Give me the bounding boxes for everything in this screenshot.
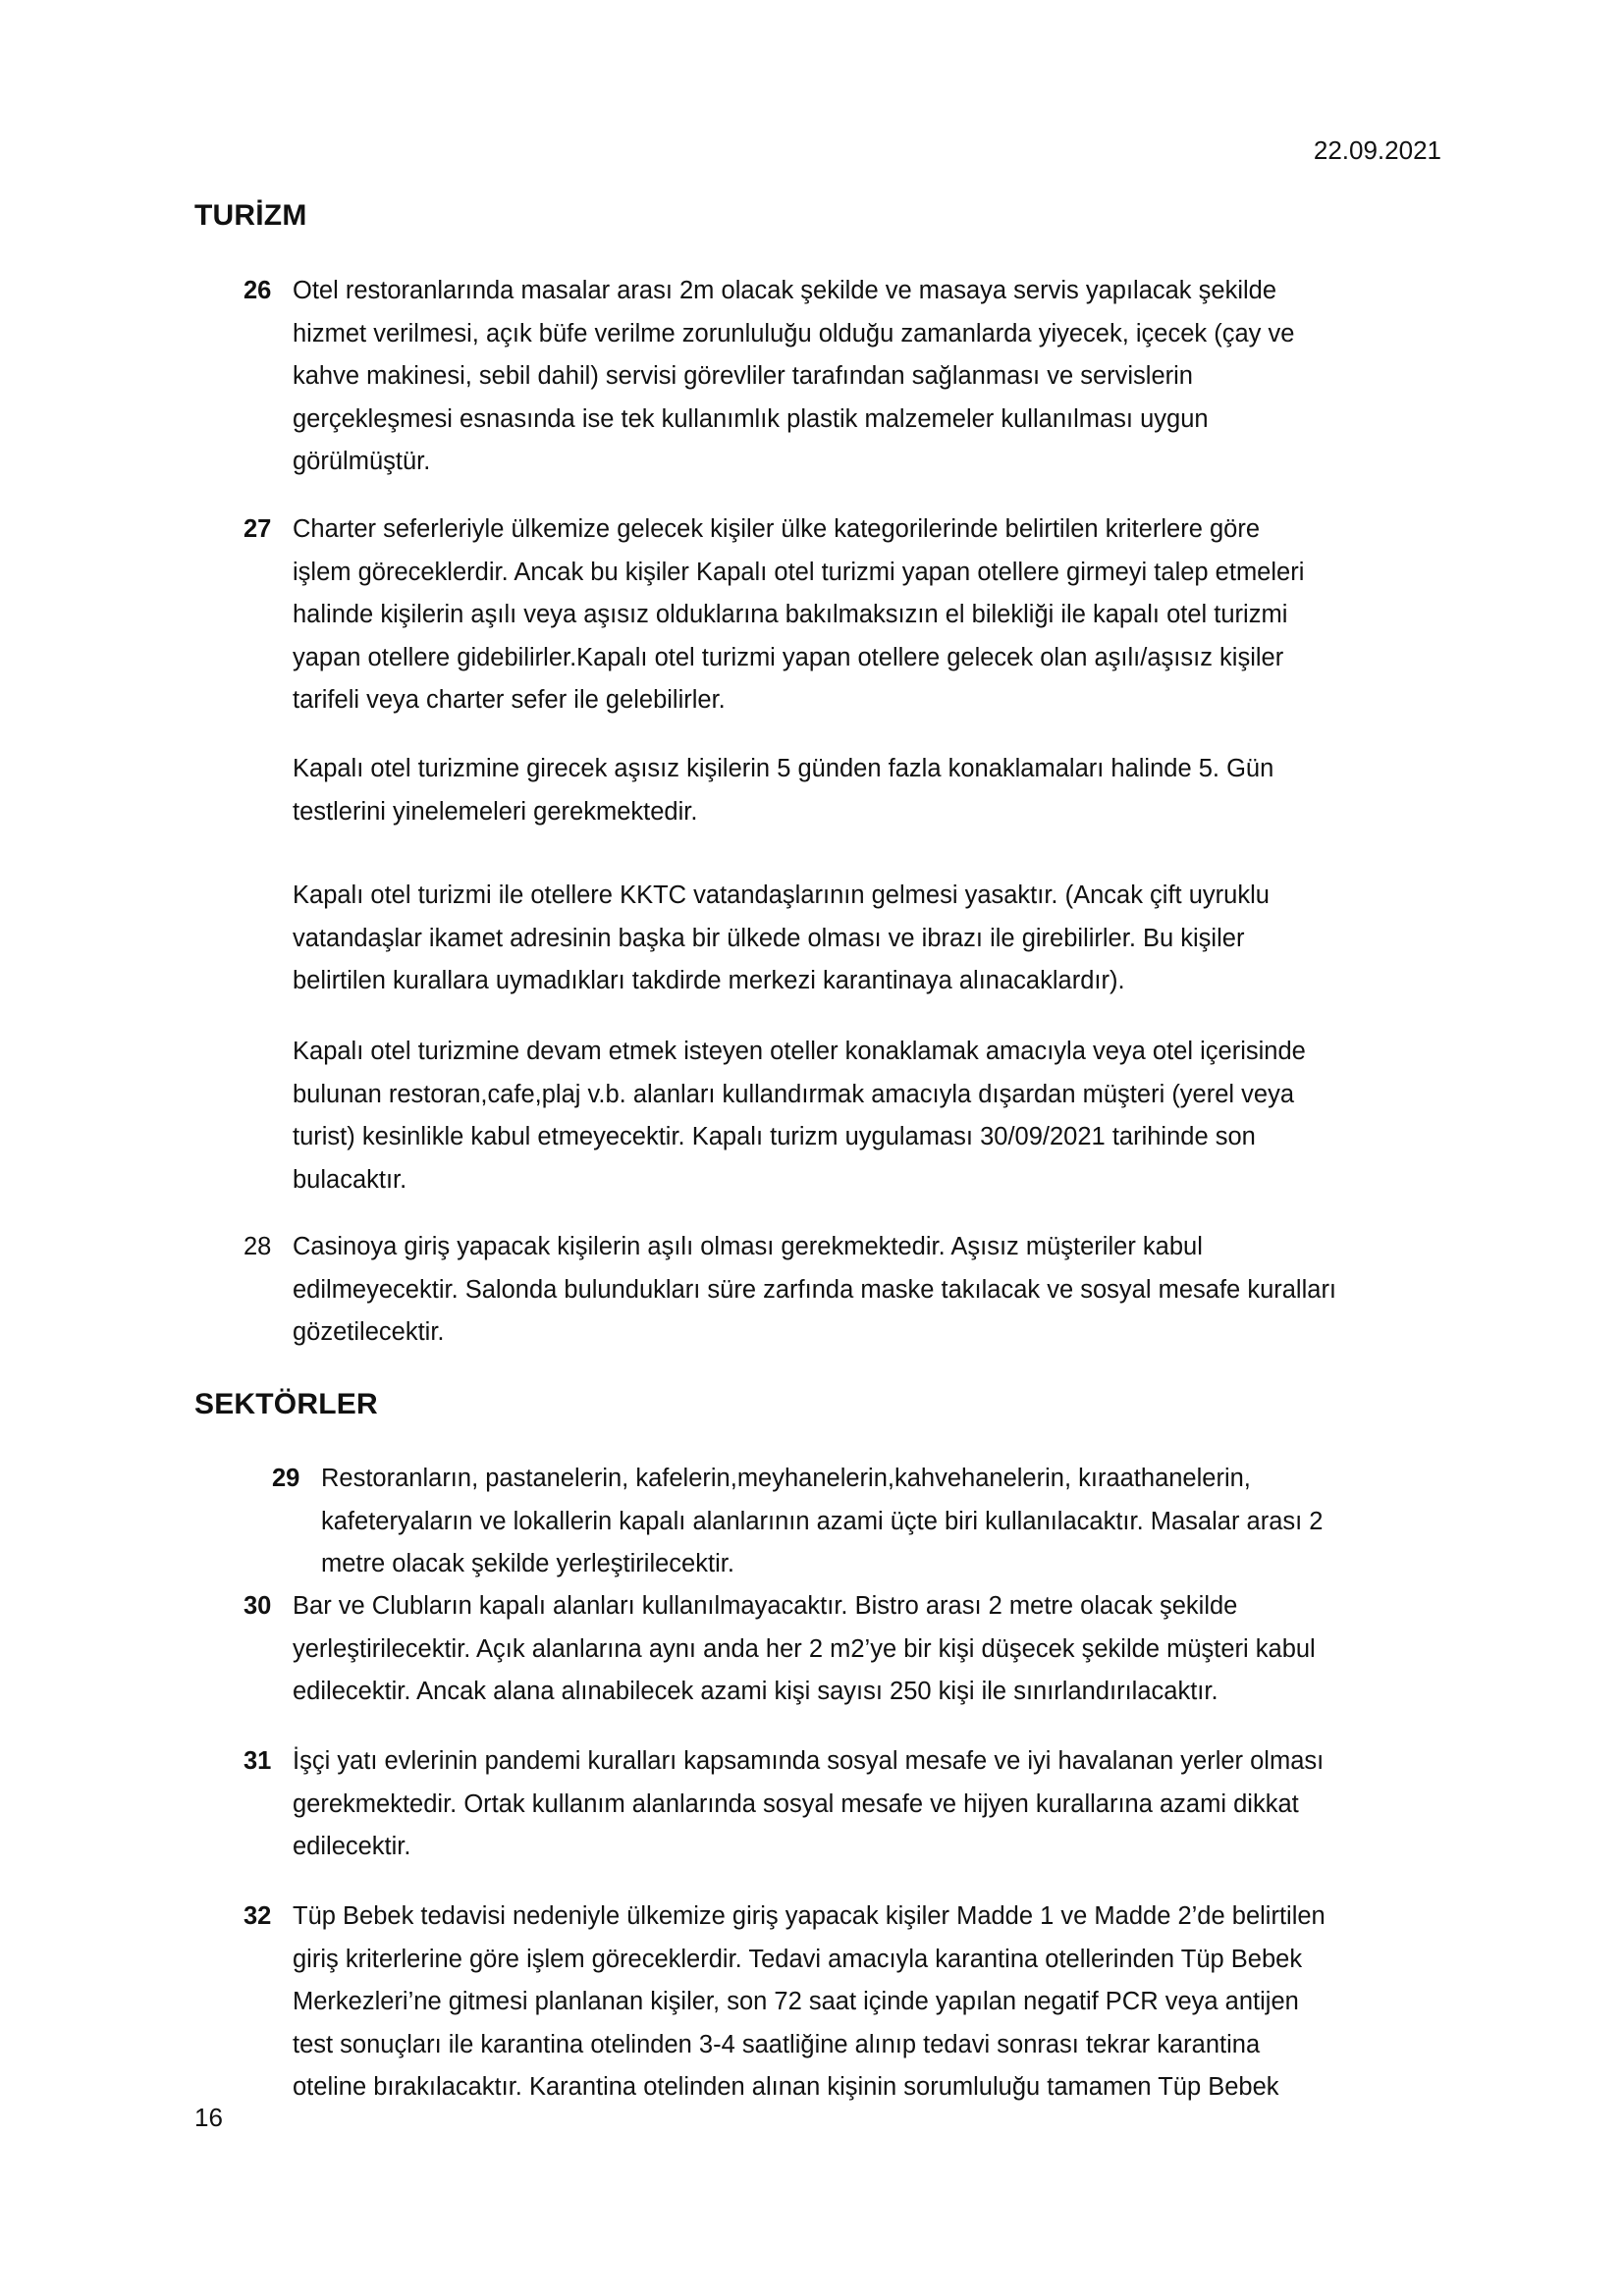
list-item-32 [244, 1896, 1451, 2109]
item-line: halinde kişilerin aşılı veya aşısız olduklarına bakılmaksızın el bilekliği ile kapalı otel turizmi [293, 601, 1288, 628]
item-number: 29 [272, 1465, 300, 1492]
item-line: gerekmektedir. Ortak kullanım alanlarında sosyal mesafe ve hijyen kurallarına azami dikkat [293, 1789, 1299, 1818]
paragraph-line: belirtilen kurallara uymadıkları takdirde merkezi karantinaya alınacaklardır). [293, 967, 1125, 994]
item-line: Merkezleri’ne gitmesi planlanan kişiler, son 72 saat içinde yapılan negatif PCR veya antijen [293, 1988, 1299, 2015]
item-line: edilecektir. [293, 1833, 411, 1860]
item-line: edilecektir. Ancak alana alınabilecek azami kişi sayısı 250 kişi ile sınırlandırılacaktır. [293, 1678, 1218, 1705]
item-line: Otel restoranlarında masalar arası 2m olacak şekilde ve masaya servis yapılacak şekilde [293, 277, 1277, 304]
item-27-paragraph-3 [293, 1031, 1451, 1201]
list-item-28 [244, 1226, 1451, 1355]
paragraph-line: bulunan restoran,cafe,plaj v.b. alanları kullandırmak amacıyla dışardan müşteri (yerel veya [293, 1080, 1295, 1108]
item-line: giriş kriterlerine göre işlem göreceklerdir. Tedavi amacıyla karantina otellerinden Tüp Bebek [293, 1945, 1303, 1973]
paragraph-line: testlerini yinelemeleri gerekmektedir. [293, 797, 698, 826]
item-number: 31 [244, 1747, 272, 1775]
list-item-30 [244, 1585, 1451, 1714]
item-number: 27 [244, 515, 272, 543]
item-line: kahve makinesi, sebil dahil) servisi görevliler tarafından sağlanması ve servislerin [293, 362, 1193, 390]
item-line: metre olacak şekilde yerleştirilecektir. [321, 1550, 734, 1577]
item-line: oteline bırakılacaktır. Karantina otelinden alınan kişinin sorumluluğu tamamen Tüp Bebek [293, 2073, 1279, 2101]
item-number: 26 [244, 277, 272, 304]
item-line: İşçi yatı evlerinin pandemi kuralları kapsamında sosyal mesafe ve iyi havalanan yerler olması [293, 1747, 1325, 1775]
item-line: test sonuçları ile karantina otelinden 3-4 saatliğine alınıp tedavi sonrası tekrar karantina [293, 2030, 1261, 2058]
item-line: yerleştirilecektir. Açık alanlarına aynı anda her 2 m2’ye bir kişi düşecek şekilde müşteri kabul [293, 1634, 1316, 1663]
item-line: kafeteryaların ve lokallerin kapalı alanlarının azami üçte biri kullanılacaktır. Masalar arası 2 [321, 1507, 1324, 1535]
list-item-31 [244, 1740, 1451, 1869]
list-item-27 [244, 508, 1451, 722]
item-number: 28 [244, 1233, 272, 1260]
item-line: Tüp Bebek tedavisi nedeniyle ülkemize giriş yapacak kişiler Madde 1 ve Madde 2’de belirtilen [293, 1902, 1326, 1930]
document-date: 22.09.2021 [1313, 135, 1441, 165]
item-line: tarifeli veya charter sefer ile gelebilirler. [293, 686, 726, 714]
item-line: Bar ve Clubların kapalı alanları kullanılmayacaktır. Bistro arası 2 metre olacak şekilde [293, 1592, 1238, 1620]
item-line: Casinoya giriş yapacak kişilerin aşılı olması gerekmektedir. Aşısız müşteriler kabul [293, 1233, 1203, 1260]
item-27-paragraph-1 [293, 748, 1451, 833]
item-27-paragraph-2 [293, 875, 1451, 1003]
paragraph-line: turist) kesinlikle kabul etmeyecektir. Kapalı turizm uygulaması 30/09/2021 tarihinde son [293, 1123, 1256, 1150]
item-line: gerçekleşmesi esnasında ise tek kullanımlık plastik malzemeler kullanılması uygun [293, 404, 1209, 433]
page-number: 16 [194, 2103, 223, 2132]
item-number: 30 [244, 1592, 272, 1620]
paragraph-line: Kapalı otel turizmi ile otellere KKTC vatandaşlarının gelmesi yasaktır. (Ancak çift uyruklu [293, 881, 1270, 909]
paragraph-line: Kapalı otel turizmine girecek aşısız kişilerin 5 günden fazla konaklamaları halinde 5. Gün [293, 755, 1274, 782]
item-line: yapan otellere gidebilirler.Kapalı otel turizmi yapan otellere gelecek olan aşılı/aşısız kişiler [293, 643, 1284, 671]
section-heading-turizm: TURİZM [194, 199, 307, 232]
list-item-29 [272, 1458, 1460, 1586]
item-line: Charter seferleriyle ülkemize gelecek kişiler ülke kategorilerinde belirtilen kriterlere göre [293, 515, 1260, 543]
item-line: işlem göreceklerdir. Ancak bu kişiler Kapalı otel turizmi yapan otellere girmeyi talep etmeleri [293, 558, 1305, 586]
list-item-26 [244, 270, 1451, 484]
paragraph-line: bulacaktır. [293, 1165, 407, 1194]
item-line: hizmet verilmesi, açık büfe verilme zorunluluğu olduğu zamanlarda yiyecek, içecek (çay ve [293, 319, 1295, 347]
paragraph-line: Kapalı otel turizmine devam etmek isteyen oteller konaklamak amacıyla veya otel içerisinde [293, 1038, 1306, 1065]
item-line: Restoranların, pastanelerin, kafelerin,meyhanelerin,kahvehanelerin, kıraathanelerin, [321, 1465, 1251, 1492]
section-heading-sektorler: SEKTÖRLER [194, 1388, 378, 1420]
item-line: edilmeyecektir. Salonda bulundukları süre zarfında maske takılacak ve sosyal mesafe kuralları [293, 1275, 1337, 1304]
paragraph-line: vatandaşlar ikamet adresinin başka bir ülkede olması ve ibrazı ile girebilirler. Bu kişiler [293, 924, 1245, 952]
item-line: gözetilecektir. [293, 1318, 445, 1346]
item-line: görülmüştür. [293, 448, 431, 475]
item-number: 32 [244, 1902, 272, 1930]
